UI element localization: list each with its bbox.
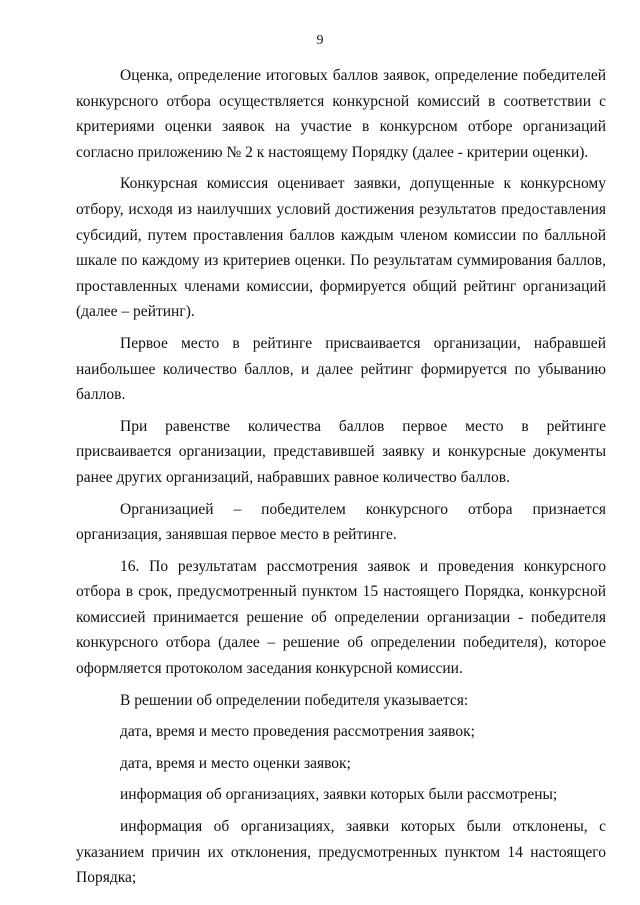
paragraph-equal-points: При равенстве количества баллов первое место в рейтинге присваивается организации, представившей заявку и конкурсные документы ранее других организаций, набравших равное количество баллов. bbox=[76, 417, 606, 486]
paragraph-commission-assessment: Конкурсная комиссия оценивает заявки, допущенные к конкурсному отбору, исходя из наилучших условий достижения результатов предоставления субсидий, путем проставления баллов каждым членом комиссии по балльной шкале по каждому из критериев оценки. По результатам суммирования баллов, проставленных членами комиссии, формируется общий рейтинг организаций (далее – рейтинг). bbox=[76, 175, 606, 321]
paragraph-first-place: Первое место в рейтинге присваивается организации, набравшей наибольшее количество баллов, и далее рейтинг формируется по убыванию баллов. bbox=[76, 334, 606, 404]
paragraph-evaluation: Оценка, определение итоговых баллов заявок, определение победителей конкурсного отбора осуществляется конкурсной комиссий в соответствии с критериями оценки заявок на участие в конкурсном отборе организаций согласно приложению № 2 к настоящему Порядку (далее - критерии оценки). bbox=[76, 67, 606, 161]
list-item-review-date: дата, время и место проведения рассмотрения заявок; bbox=[120, 723, 475, 741]
paragraph-item-16: 16. По результатам рассмотрения заявок и проведения конкурсного отбора в срок, предусмотренный пунктом 15 настоящего Порядка, конкурсной комиссией принимается решение об определении организации - победителя конкурсного отбора (далее – решение об определении победителя), которое оформляется протоколом заседания конкурсной комиссии. bbox=[76, 557, 606, 678]
list-item-evaluation-date: дата, время и место оценки заявок; bbox=[120, 754, 351, 772]
page-number: 9 bbox=[316, 33, 324, 48]
document-body bbox=[76, 63, 606, 891]
paragraph-winner-definition: Организацией – победителем конкурсного отбора признается организация, занявшая первое место в рейтинге. bbox=[76, 500, 606, 544]
paragraph-decision-contents: В решении об определении победителя указывается: bbox=[120, 691, 469, 709]
list-item-reviewed-organizations: информация об организациях, заявки которых были рассмотрены; bbox=[120, 786, 558, 804]
list-item-rejected-organizations: информация об организациях, заявки которых были отклонены, с указанием причин их отклонения, предусмотренных пунктом 14 настоящего Порядка; bbox=[76, 818, 606, 887]
